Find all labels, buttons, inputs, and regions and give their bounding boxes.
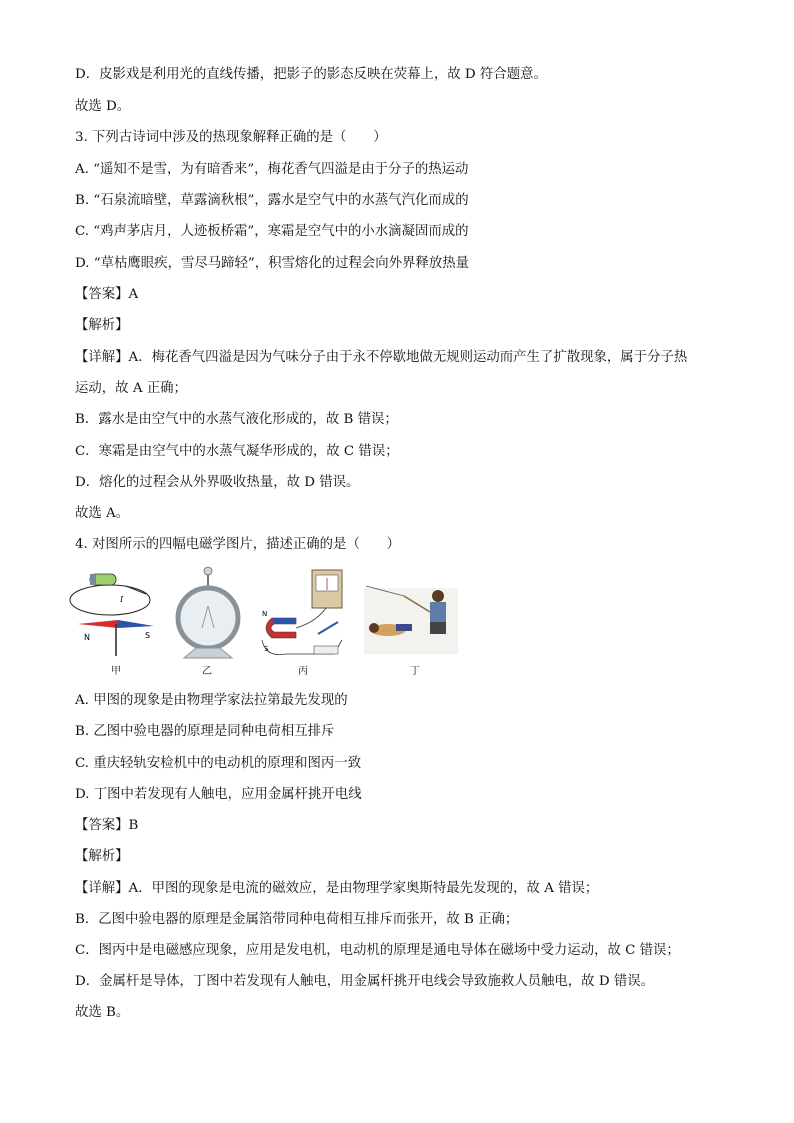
option-c: C. “鸡声茅店月，人迹板桥霜”，寒霜是空气中的小水滴凝固而成的 <box>75 224 469 239</box>
answer: 【答案】B <box>75 818 139 833</box>
figure-label-jia: 甲 <box>111 666 121 677</box>
explanation-line: B．乙图中验电器的原理是金属箔带同种电荷相互排斥而张开，故 B 正确； <box>75 912 519 927</box>
option-b: B. 乙图中验电器的原理是同种电荷相互排斥 <box>75 724 335 739</box>
label-current-I: I <box>120 595 124 604</box>
explanation-line: C．图丙中是电磁感应现象，应用是发电机，电动机的原理是通电导体在磁场中受力运动，故 C 错误； <box>75 943 680 958</box>
option-a: A. “遥知不是雪，为有暗香来”，梅花香气四溢是由于分子的热运动 <box>75 162 469 177</box>
label-north: N <box>84 633 90 642</box>
question-4-stem: 4. 对图所示的四幅电磁学图片，描述正确的是（ ） <box>75 537 401 552</box>
analysis-heading: 【解析】 <box>75 849 129 864</box>
text-line: 故选 B。 <box>75 1005 130 1020</box>
explanation-line: B．露水是由空气中的水蒸气液化形成的，故 B 错误； <box>75 412 398 427</box>
text-line: 故选 D。 <box>75 99 131 114</box>
electromagnetism-figure <box>66 566 466 678</box>
figure-yi-electroscope <box>174 566 246 662</box>
explanation-line: 【详解】A．甲图的现象是电流的磁效应，是由物理学家奥斯特最先发现的，故 A 错误； <box>75 881 599 896</box>
explanation-line: D．金属杆是导体，丁图中若发现有人触电，用金属杆挑开电线会导致施救人员触电，故 D 错误。 <box>75 974 654 989</box>
figure-label-ding: 丁 <box>410 666 420 677</box>
answer: 【答案】A <box>75 287 139 302</box>
explanation-line: D．熔化的过程会从外界吸收热量，故 D 错误。 <box>75 475 360 490</box>
magnet-north-label: N <box>262 610 268 618</box>
option-d: D. 丁图中若发现有人触电，应用金属杆挑开电线 <box>75 787 362 802</box>
option-b: B. “石泉流暗壁，草露滴秋根”，露水是空气中的水蒸气汽化而成的 <box>75 193 469 208</box>
analysis-heading: 【解析】 <box>75 318 129 333</box>
label-south: S <box>145 631 151 640</box>
figure-label-bing: 丙 <box>298 666 308 677</box>
explanation-line: C．寒霜是由空气中的水蒸气凝华形成的，故 C 错误； <box>75 444 399 459</box>
magnet-south-label: S <box>264 645 269 653</box>
explanation-line: 【详解】A．梅花香气四溢是因为气味分子由于永不停歇地做无规则运动而产生了扩散现象，属于分子热 <box>75 350 688 365</box>
option-c: C. 重庆轻轨安检机中的电动机的原理和图丙一致 <box>75 756 362 771</box>
explanation-line: 运动，故 A 正确； <box>75 381 187 396</box>
figure-jia-oersted <box>66 566 166 662</box>
figure-label-yi: 乙 <box>202 666 212 677</box>
figure-ding-shock <box>364 566 460 662</box>
question-3-stem: 3. 下列古诗词中涉及的热现象解释正确的是（ ） <box>75 130 387 145</box>
figure-bing-induction <box>256 566 352 662</box>
text-line: 故选 A。 <box>75 506 130 521</box>
text-line: D．皮影戏是利用光的直线传播，把影子的影态反映在荧幕上，故 D 符合题意。 <box>75 67 547 82</box>
option-a: A. 甲图的现象是由物理学家法拉第最先发现的 <box>75 693 348 708</box>
option-d: D. “草枯鹰眼疾，雪尽马蹄轻”，积雪熔化的过程会向外界释放热量 <box>75 256 470 271</box>
